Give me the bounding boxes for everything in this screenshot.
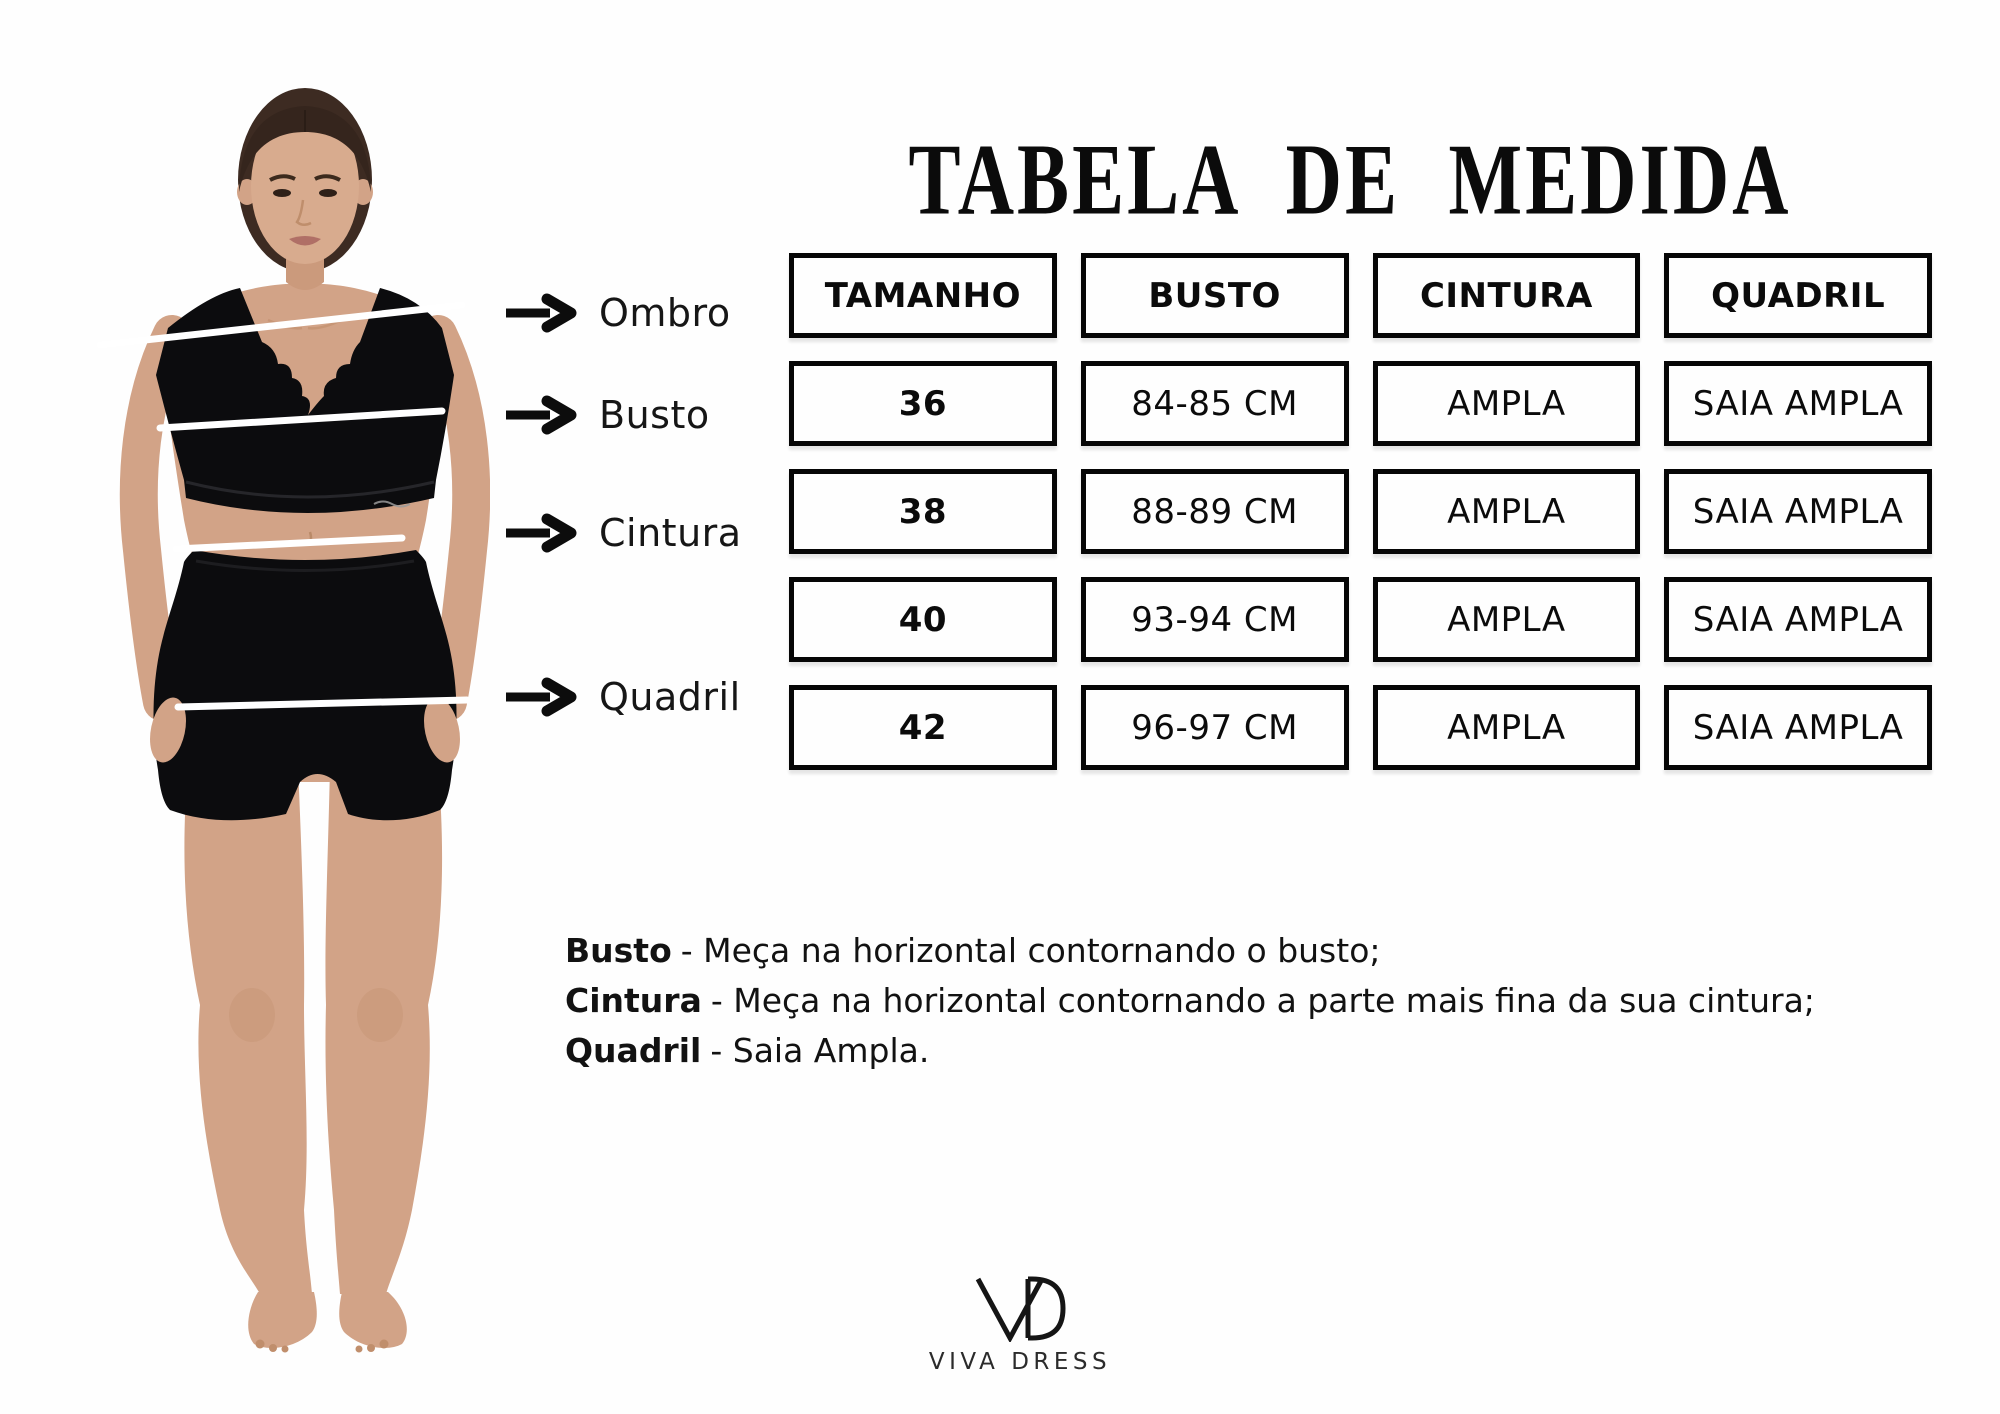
- measure-label-busto: [503, 392, 710, 438]
- model-figure-illustration: [90, 80, 490, 1400]
- table-cell-hip: SAIA AMPLA: [1664, 685, 1932, 770]
- table-cell-waist: AMPLA: [1373, 469, 1641, 554]
- table-cell-size: 36: [789, 361, 1057, 446]
- toe-dot: [380, 1340, 389, 1349]
- table-cell-hip: SAIA AMPLA: [1664, 577, 1932, 662]
- table-cell-size: 42: [789, 685, 1057, 770]
- knee-shade: [229, 988, 275, 1042]
- arrow-right-icon: [503, 293, 577, 333]
- table-cell-size: 40: [789, 577, 1057, 662]
- toe-dot: [256, 1340, 265, 1349]
- table-cell-waist: AMPLA: [1373, 361, 1641, 446]
- measure-label-text: Cintura: [599, 511, 742, 555]
- note-term: Quadril: [565, 1031, 702, 1070]
- toe-dot: [356, 1346, 363, 1353]
- toe-dot: [367, 1344, 375, 1352]
- note-desc: - Meça na horizontal contornando a parte mais fina da sua cintura;: [710, 981, 1815, 1020]
- table-cell-waist: AMPLA: [1373, 577, 1641, 662]
- toe-dot: [282, 1346, 289, 1353]
- table-cell-bust: 84-85 CM: [1081, 361, 1349, 446]
- note-desc: - Saia Ampla.: [710, 1031, 930, 1070]
- table-header-cell: TAMANHO: [789, 253, 1057, 338]
- right-eye: [319, 189, 337, 197]
- table-header-cell: QUADRIL: [1664, 253, 1932, 338]
- vd-monogram-icon: [974, 1276, 1066, 1342]
- table-cell-bust: 88-89 CM: [1081, 469, 1349, 554]
- measure-label-text: Quadril: [599, 675, 741, 719]
- measure-label-ombro: [503, 290, 731, 336]
- arrow-right-icon: [503, 395, 577, 435]
- table-cell-bust: 93-94 CM: [1081, 577, 1349, 662]
- measure-label-text: Busto: [599, 393, 710, 437]
- note-line-quadril: [565, 1026, 1815, 1076]
- measurement-notes: [565, 926, 1815, 1076]
- brand-logo: [880, 1276, 1160, 1375]
- note-term: Cintura: [565, 981, 702, 1020]
- arrow-right-icon: [503, 513, 577, 553]
- page-title: TABELA DE MEDIDA: [908, 122, 1792, 236]
- brand-name: VIVA DRESS: [928, 1349, 1112, 1375]
- knee-shade: [357, 988, 403, 1042]
- size-table: [789, 253, 1932, 770]
- note-line-cintura: [565, 976, 1815, 1026]
- note-desc: - Meça na horizontal contornando o busto;: [680, 931, 1381, 970]
- table-header-cell: CINTURA: [1373, 253, 1641, 338]
- table-cell-hip: SAIA AMPLA: [1664, 361, 1932, 446]
- measure-label-quadril: [503, 674, 741, 720]
- measure-label-cintura: [503, 510, 742, 556]
- right-foot-shape: [339, 1292, 407, 1348]
- table-cell-size: 38: [789, 469, 1057, 554]
- measure-label-text: Ombro: [599, 291, 731, 335]
- table-header-cell: BUSTO: [1081, 253, 1349, 338]
- arrow-right-icon: [503, 677, 577, 717]
- left-eye: [273, 189, 291, 197]
- note-line-busto: [565, 926, 1815, 976]
- toe-dot: [269, 1344, 277, 1352]
- table-cell-bust: 96-97 CM: [1081, 685, 1349, 770]
- note-term: Busto: [565, 931, 672, 970]
- left-foot-shape: [248, 1292, 317, 1348]
- model-figure: [90, 80, 490, 1400]
- table-cell-waist: AMPLA: [1373, 685, 1641, 770]
- table-cell-hip: SAIA AMPLA: [1664, 469, 1932, 554]
